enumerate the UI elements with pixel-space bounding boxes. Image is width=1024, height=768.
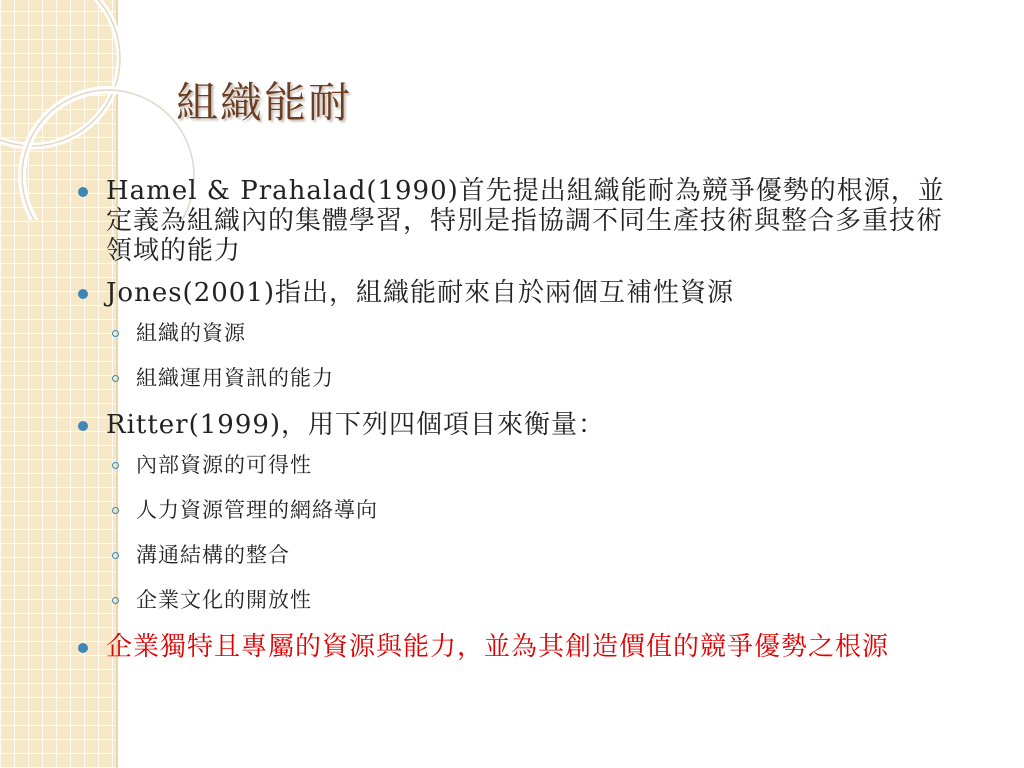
sub-bullet-text: 企業文化的開放性	[136, 588, 312, 612]
sub-bullet-text: 人力資源管理的網絡導向	[136, 498, 378, 522]
bullet-text: Jones(2001)指出，組織能耐來自於兩個互補性資源	[106, 278, 735, 308]
bullet-dot-icon	[78, 421, 88, 431]
bullet-item	[76, 278, 956, 308]
ring-bullet-icon	[112, 597, 119, 604]
bullet-text: Ritter(1999)，用下列四個項目來衡量：	[106, 410, 606, 440]
bullet-dot-icon	[78, 187, 88, 197]
ring-bullet-icon	[112, 375, 119, 382]
slide-title: 組織能耐	[176, 78, 353, 127]
sub-bullet-item	[76, 587, 956, 613]
ring-bullet-icon	[112, 330, 119, 337]
sub-bullet-text: 組織的資源	[136, 321, 246, 345]
sub-bullet-text: 內部資源的可得性	[136, 453, 312, 477]
bullet-text: Hamel & Prahalad(1990)首先提出組織能耐為競爭優勢的根源，並定義為組織內的集體學習，特別是指協調不同生產技術與整合多重技術領域的能力	[106, 176, 945, 266]
slide-body	[76, 176, 956, 674]
bullet-item-highlight	[76, 632, 956, 662]
ring-bullet-icon	[112, 507, 119, 514]
bullet-dot-icon	[78, 643, 88, 653]
sub-bullet-item	[76, 542, 956, 568]
sub-bullet-item	[76, 452, 956, 478]
sub-bullet-item	[76, 320, 956, 346]
bullet-dot-icon	[78, 289, 88, 299]
sub-bullet-item	[76, 497, 956, 523]
bullet-item	[76, 176, 956, 266]
bullet-item	[76, 410, 956, 440]
ring-bullet-icon	[112, 462, 119, 469]
bullet-text: 企業獨特且專屬的資源與能力，並為其創造價值的競爭優勢之根源	[106, 632, 890, 662]
sub-bullet-text: 溝通結構的整合	[136, 543, 290, 567]
sub-bullet-text: 組織運用資訊的能力	[136, 366, 334, 390]
ring-bullet-icon	[112, 552, 119, 559]
sub-bullet-item	[76, 365, 956, 391]
